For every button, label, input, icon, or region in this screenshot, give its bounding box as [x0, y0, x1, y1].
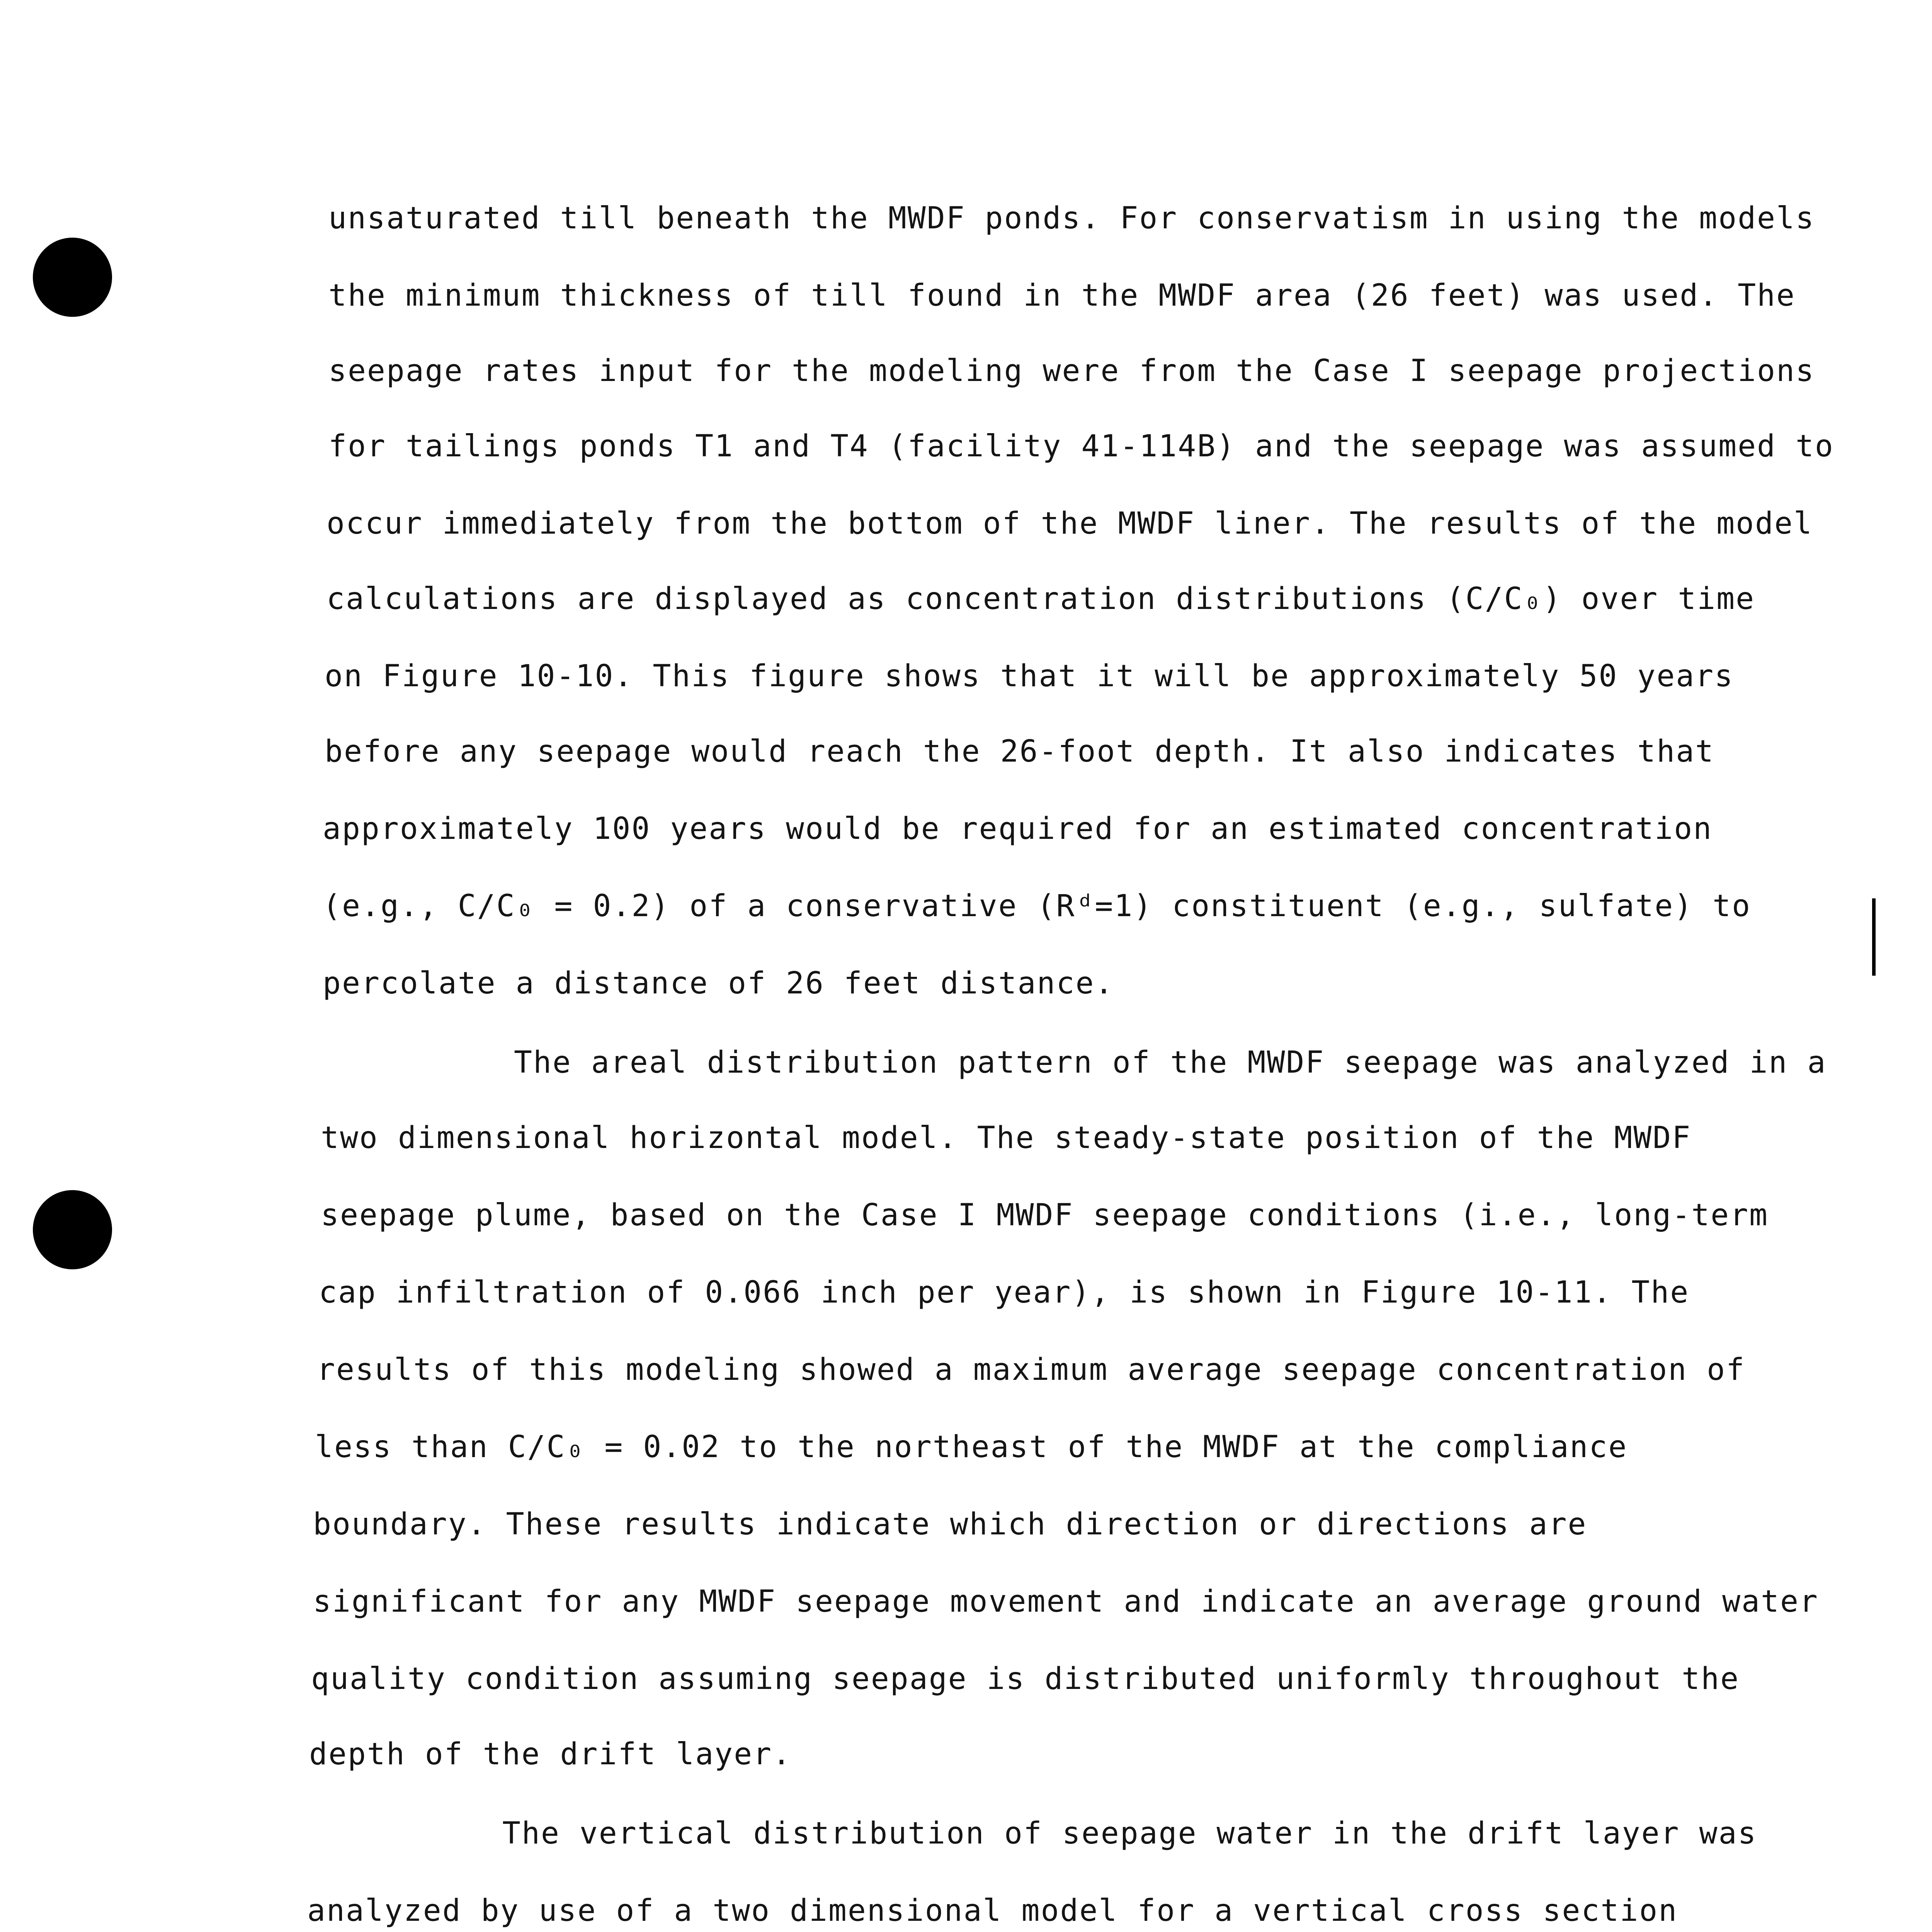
text-line: quality condition assuming seepage is distributed uniformly throughout the [311, 1662, 1740, 1696]
text-line: The vertical distribution of seepage water in the drift layer was [502, 1816, 1757, 1851]
text-line: (e.g., C/C₀ = 0.2) of a conservative (Rᵈ=1) constituent (e.g., sulfate) to [323, 889, 1752, 923]
revision-change-bar [1872, 898, 1876, 976]
text-line: before any seepage would reach the 26-foot depth. It also indicates that [325, 734, 1715, 769]
punch-hole-top [33, 238, 112, 317]
text-line: results of this modeling showed a maximum average seepage concentration of [317, 1352, 1746, 1387]
text-line: depth of the drift layer. [309, 1737, 792, 1772]
text-line: for tailings ponds T1 and T4 (facility 41-114B) and the seepage was assumed to [328, 429, 1834, 464]
text-line: seepage rates input for the modeling were from the Case I seepage projections [328, 354, 1815, 388]
text-line: less than C/C₀ = 0.02 to the northeast of the MWDF at the compliance [315, 1430, 1628, 1464]
text-line: boundary. These results indicate which direction or directions are [313, 1507, 1587, 1542]
text-line: analyzed by use of a two dimensional model for a vertical cross section [307, 1893, 1678, 1928]
text-line: seepage plume, based on the Case I MWDF seepage conditions (i.e., long-term [321, 1198, 1769, 1233]
text-line: percolate a distance of 26 feet distance. [323, 966, 1114, 1001]
punch-hole-middle [33, 1190, 112, 1269]
text-line: unsaturated till beneath the MWDF ponds. For conservatism in using the models [328, 201, 1815, 236]
text-line: calculations are displayed as concentration distributions (C/C₀) over time [327, 582, 1755, 616]
text-line: on Figure 10-10. This figure shows that it will be approximately 50 years [325, 659, 1734, 694]
text-line: approximately 100 years would be required for an estimated concentration [323, 811, 1713, 846]
text-line: significant for any MWDF seepage movement and indicate an average ground water [313, 1584, 1819, 1619]
text-line: cap infiltration of 0.066 inch per year), is shown in Figure 10-11. The [319, 1275, 1690, 1310]
text-line: The areal distribution pattern of the MWDF seepage was analyzed in a [514, 1045, 1827, 1080]
text-line: the minimum thickness of till found in the MWDF area (26 feet) was used. The [328, 278, 1796, 313]
text-line: two dimensional horizontal model. The steady-state position of the MWDF [321, 1121, 1692, 1155]
text-line: occur immediately from the bottom of the MWDF liner. The results of the model [327, 506, 1813, 541]
